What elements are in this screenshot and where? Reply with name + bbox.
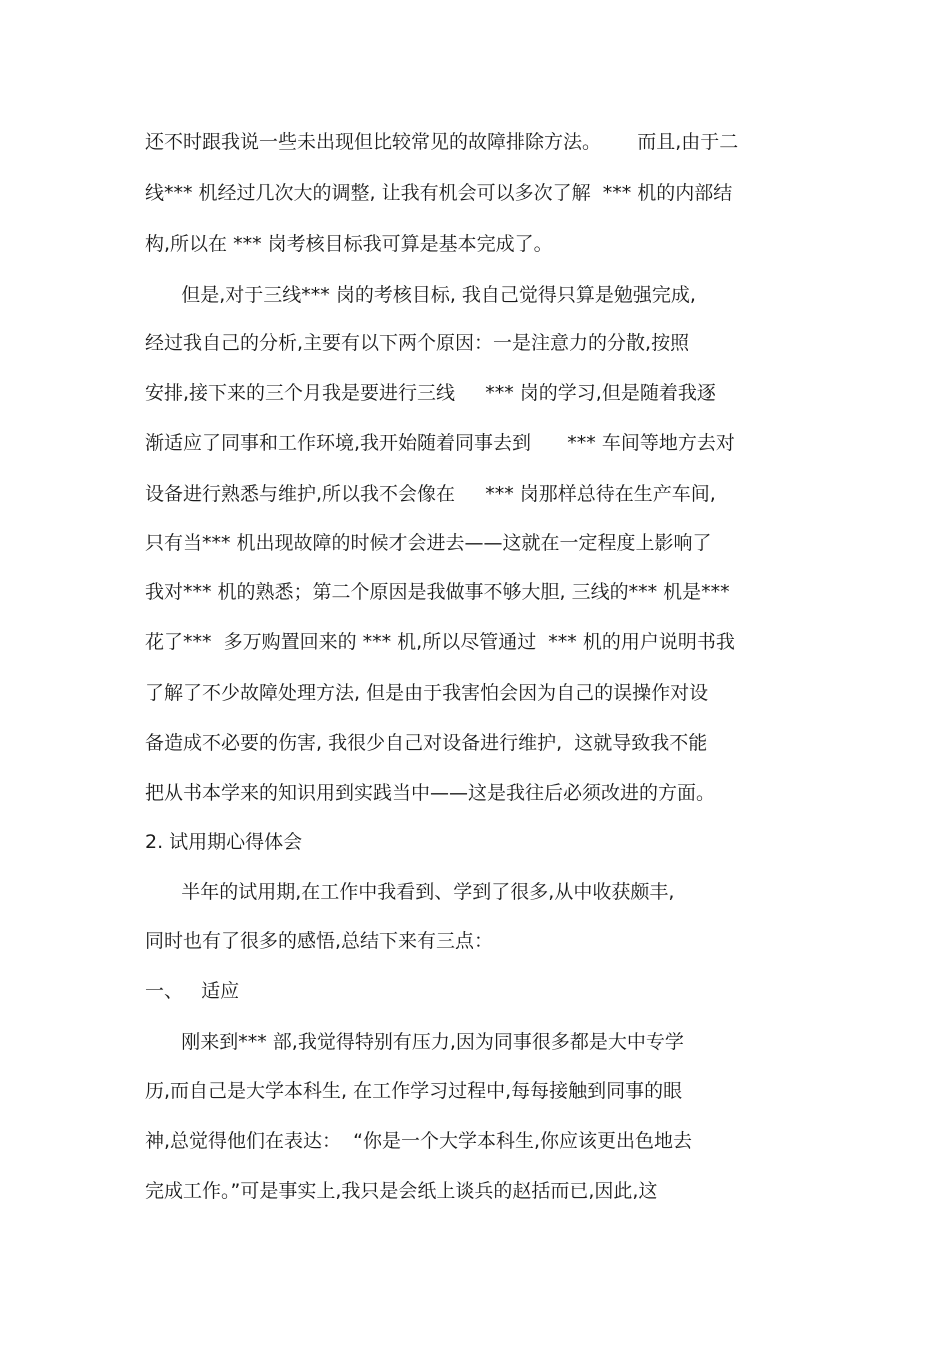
subsection-heading: 一、 适应 <box>145 980 240 1002</box>
text-line: 安排,接下来的三个月我是要进行三线 *** 岗的学习,但是随着我逐 <box>145 382 716 404</box>
text-line: 我对*** 机的熟悉；第二个原因是我做事不够大胆, 三线的*** 机是*** <box>145 581 730 603</box>
text-line: 半年的试用期,在工作中我看到、学到了很多,从中收获颇丰, <box>145 881 675 903</box>
text-line: 把从书本学来的知识用到实践当中——这是我往后必须改进的方面。 <box>145 782 716 804</box>
text-line: 渐适应了同事和工作环境,我开始随着同事去到 *** 车间等地方去对 <box>145 432 735 454</box>
text-line: 刚来到*** 部,我觉得特别有压力,因为同事很多都是大中专学 <box>145 1031 684 1053</box>
text-line: 花了*** 多万购置回来的 *** 机,所以尽管通过 *** 机的用户说明书我 <box>145 631 735 653</box>
text-line: 设备进行熟悉与维护,所以我不会像在 *** 岗那样总待在生产车间, <box>145 483 716 505</box>
text-line: 构,所以在 *** 岗考核目标我可算是基本完成了。 <box>145 233 553 255</box>
text-line: 历,而自己是大学本科生, 在工作学习过程中,每每接触到同事的眼 <box>145 1080 683 1102</box>
text-line: 还不时跟我说一些未出现但比较常见的故障排除方法。 而且,由于二 <box>145 131 739 153</box>
text-line: 备造成不必要的伤害, 我很少自己对设备进行维护, 这就导致我不能 <box>145 732 708 754</box>
section-heading: 2. 试用期心得体会 <box>145 831 303 853</box>
text-line: 但是,对于三线*** 岗的考核目标, 我自己觉得只算是勉强完成, <box>145 284 696 306</box>
text-line: 只有当*** 机出现故障的时候才会进去——这就在一定程度上影响了 <box>145 532 712 554</box>
text-line: 同时也有了很多的感悟,总结下来有三点： <box>145 930 494 952</box>
text-line: 神,总觉得他们在表达： “你是一个大学本科生,你应该更出色地去 <box>145 1130 693 1152</box>
text-line: 线*** 机经过几次大的调整, 让我有机会可以多次了解 *** 机的内部结 <box>145 182 733 204</box>
text-line: 经过我自己的分析,主要有以下两个原因：一是注意力的分散,按照 <box>145 332 690 354</box>
text-line: 了解了不少故障处理方法, 但是由于我害怕会因为自己的误操作对设 <box>145 682 709 704</box>
text-line: 完成工作。”可是事实上,我只是会纸上谈兵的赵括而已,因此,这 <box>145 1180 658 1202</box>
